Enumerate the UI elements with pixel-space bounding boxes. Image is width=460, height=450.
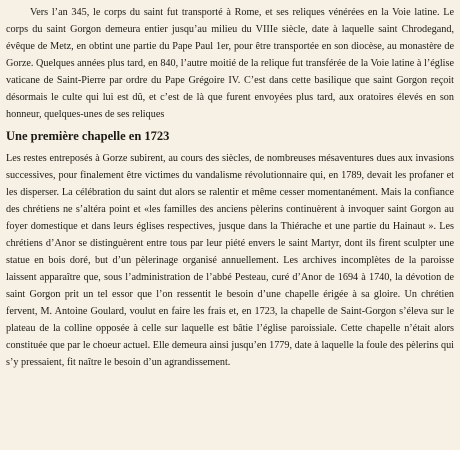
paragraph-relics-history: Vers l’an 345, le corps du saint fut transporté à Rome, et ses reliques vénérées en la Voie latine. Le corps du saint Gorgon demeura entier jusqu’au milieu du VIIIe siècle, date à laquelle saint Chrodegand, évêque de Metz, en obtint une partie du Pape Paul 1er, pour être transportée en son diocèse, au monastère de Gorze. Quelques années plus tard, en 840, l’autre moitié de la relique fut transférée de la Voie latine à l’église vaticane de Saint-Pierre par ordre du Pape Grégoire IV. C’est dans cette basilique que saint Gorgon reçoit désormais le culte qui lui est dû, et c’est de là que furent envoyées plus tard, aux oratoires élevés en son honneur, quelques-unes de ses reliques: [6, 7, 454, 120]
section-heading: Une première chapelle en 1723: [6, 129, 170, 143]
paragraph-first-chapel: Les restes entreposés à Gorze subirent, au cours des siècles, de nombreuses mésaventures dues aux invasions successives, pour finalement être victimes du vandalisme révolutionnaire qui, en 1789, devait les profaner et les disperser. La célébration du saint dut alors se ralentir et même cesser momentanément. Mais la confiance des chrétiens ne s’altéra point et «les familles des anciens pèlerins continuèrent à invoquer saint Gorgon au foyer domestique et dans leurs églises respectives, jusque dans la Thiérache et une partie du Hainaut ». Les chrétiens d’Anor se distinguèrent entre tous par leur piété envers le saint Martyr, dont ils firent sculpter une statue en bois doré, but d’un pèlerinage organisé annuellement. Les archives incomplètes de la paroisse laissent apparaître que, sous l’administration de l’abbé Pesteau, curé d’Anor de 1694 à 1740, la dévotion de saint Gorgon prit un tel essor que l’on ressentit le besoin d’une chapelle érigée à sa gloire. Un chrétien fervent, M. Antoine Goulard, voulut en faire les frais et, en 1723, la chapelle de Saint-Gorgon s’éleva sur le plateau de la colline opposée à celle sur laquelle est bâtie l’église paroissiale. Cette chapelle n’était alors constituée que par le choeur actuel. Elle demeura ainsi jusqu’en 1779, date à laquelle la foule des pèlerins qui s’y pressaient, fit naître le besoin d’un agrandissement.: [6, 153, 454, 368]
